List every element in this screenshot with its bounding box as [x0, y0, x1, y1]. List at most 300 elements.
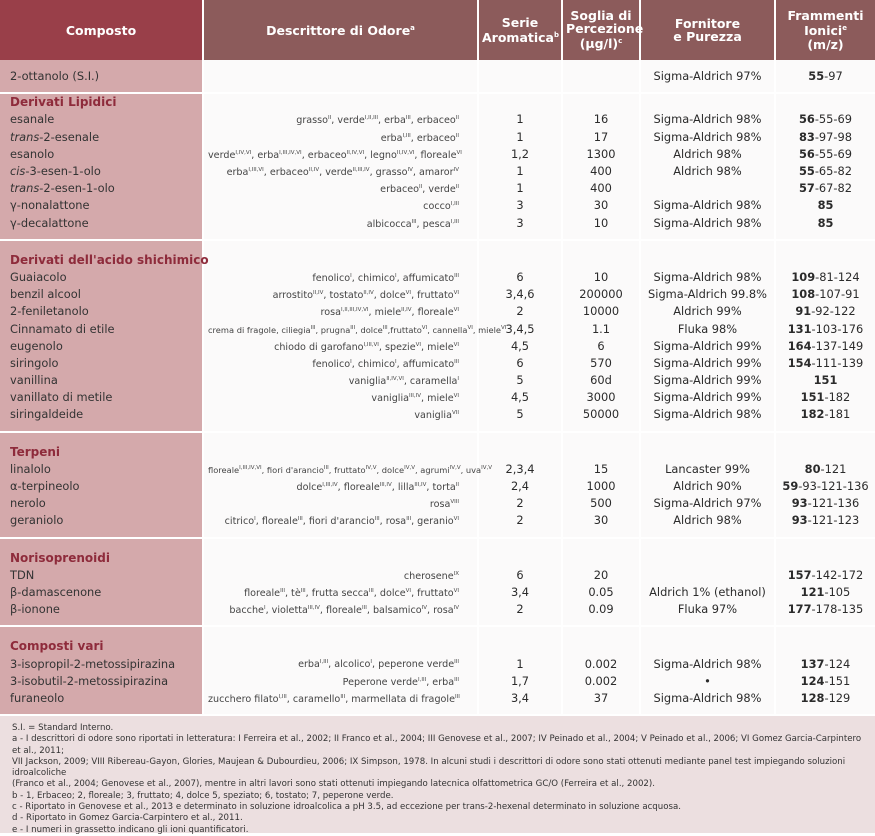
qualifier-ions: -124	[824, 656, 851, 671]
descriptor-term: , erba	[251, 149, 280, 161]
descriptor-term: , dolce	[373, 290, 406, 302]
qualifier-ions: -137-149	[811, 338, 864, 353]
supplier: Sigma-Aldrich 97%	[640, 495, 775, 512]
ion-fragments	[775, 286, 875, 303]
qualifier-ions: -93-121-136	[798, 479, 869, 494]
table-row	[0, 461, 875, 478]
descriptor-term: , erba	[426, 676, 455, 688]
supplier: Aldrich 90%	[640, 478, 775, 495]
compound-name: siringaldeide	[0, 406, 203, 423]
descriptor-term: , balsamico	[366, 605, 422, 617]
descriptor-reference: I,III	[417, 676, 427, 683]
supplier: Sigma-Aldrich 99%	[640, 338, 775, 355]
odor-descriptor	[203, 286, 478, 303]
perception-threshold: 37	[562, 690, 640, 707]
aromatic-series: 2	[478, 512, 562, 529]
perception-threshold: 30	[562, 197, 640, 214]
section-title: Norisoprenoidi	[0, 550, 203, 567]
qualifier-ions: -151	[824, 673, 851, 688]
descriptor-reference: VI	[453, 290, 459, 297]
odor-descriptor	[203, 690, 478, 707]
odor-descriptor	[203, 389, 478, 406]
qualifier-ions: -182	[824, 390, 851, 405]
table-row	[0, 673, 875, 690]
descriptor-term: , amaror	[412, 167, 454, 179]
qualifier-ions: -81-124	[815, 269, 860, 284]
descriptor-term: ,fruttato	[387, 324, 422, 335]
compound-name: eugenolo	[0, 338, 203, 355]
compound-name: Cinnamato di etile	[0, 320, 203, 337]
header-frammenti: Frammenti Ionici$^e$ (m/z)	[775, 0, 875, 60]
descriptor-term: , dolce	[355, 324, 383, 335]
descriptor-reference: I,III	[278, 693, 287, 700]
descriptor-term: , affumicato	[396, 273, 455, 285]
descriptor-reference: VI	[405, 587, 412, 594]
descriptor-term: , alcolico	[328, 659, 371, 671]
ion-fragments	[775, 673, 875, 690]
descriptor-term: citrico	[224, 516, 255, 528]
section-title: Composti vari	[0, 638, 203, 655]
table-row	[0, 286, 875, 303]
descriptor-term: , legno	[364, 149, 397, 161]
footnote-line: VII Jackson, 2009; VIII Ribereau-Gayon, Glories, Maujean & Dubourdieu, 2006; IX Simpson, 1978. In alcuni studi i descrittori di odore sono stati ottenuti mediante panel test impiegando soluzioni idroalcoliche	[12, 756, 846, 779]
odor-descriptor	[203, 655, 478, 672]
descriptor-term: , frutta secca	[305, 588, 369, 600]
descriptor-term: , erbaceo	[410, 115, 456, 127]
odor-descriptor	[203, 601, 478, 618]
qualifier-ions: -67-82	[814, 181, 853, 196]
ion-fragments	[775, 129, 875, 146]
perception-threshold: 200000	[562, 286, 640, 303]
qualifier-ions: -97-98	[814, 129, 853, 144]
descriptor-term: , uva	[460, 464, 482, 475]
compound-name: benzil alcool	[0, 286, 203, 303]
compound-name: β-ionone	[0, 601, 203, 618]
footnote-line: e - I numeri in grassetto indicano gli ioni quantificatori.	[12, 824, 249, 835]
qualifier-ions: -65-82	[814, 164, 853, 179]
quantifier-ion: 157	[787, 567, 812, 582]
perception-threshold: 30	[562, 512, 640, 529]
descriptor-term: , fiori d'arancio	[261, 464, 324, 475]
descriptor-reference: IV,V	[481, 464, 493, 471]
aromatic-series: 1	[478, 163, 562, 180]
compound-name: nerolo	[0, 495, 203, 512]
descriptor-reference: II,III,IV	[352, 166, 370, 173]
descriptor-reference: I,IV,VI	[235, 149, 252, 156]
quantifier-ion: 131	[787, 321, 812, 336]
descriptor-reference: I	[395, 272, 397, 279]
footnotes	[0, 716, 875, 833]
qualifier-ions: -103-176	[811, 321, 864, 336]
descriptor-reference: II	[455, 115, 459, 122]
supplier: Aldrich 99%	[640, 303, 775, 320]
qualifier-ions: -92-122	[811, 304, 856, 319]
odor-descriptor	[203, 215, 478, 232]
descriptor-reference: II,IV,VI	[396, 149, 415, 156]
descriptor-reference: VII	[451, 410, 459, 417]
odor-descriptor	[203, 478, 478, 495]
descriptor-term: dolce	[296, 482, 323, 494]
table-row	[0, 129, 875, 146]
descriptor-term: , fiori d'arancio	[302, 516, 375, 528]
ion-fragments	[775, 461, 875, 478]
ion-fragments	[775, 406, 875, 423]
supplier: Sigma-Aldrich 99%	[640, 372, 775, 389]
descriptor-term: , lilla	[391, 482, 415, 494]
descriptor-term: , floreale	[414, 149, 457, 161]
section-title: Terpeni	[0, 444, 203, 461]
descriptor-reference: III	[454, 659, 459, 666]
descriptor-term: , fruttato	[411, 588, 454, 600]
compound-name: linalolo	[0, 461, 203, 478]
descriptor-reference: IV	[453, 605, 459, 612]
quantifier-ion: 137	[800, 656, 825, 671]
perception-threshold: 570	[562, 355, 640, 372]
descriptor-reference: I,III,IV,VI	[239, 464, 262, 471]
ion-fragments	[775, 567, 875, 584]
descriptor-reference: VI	[453, 393, 459, 400]
descriptor-reference: IV,V	[365, 464, 377, 471]
descriptor-reference: III	[340, 693, 346, 700]
descriptor-reference: IV,V	[404, 464, 415, 471]
odor-descriptor	[203, 129, 478, 146]
descriptor-reference: I,III	[402, 132, 411, 139]
aromatic-series: 4,5	[478, 389, 562, 406]
compound-name: γ-decalattone	[0, 215, 203, 232]
descriptor-term: cherosene	[403, 570, 454, 582]
descriptor-term: floreale	[208, 464, 240, 475]
descriptor-term: zucchero filato	[208, 694, 279, 705]
footnote-line: S.I. = Standard Interno.	[12, 723, 114, 733]
descriptor-reference: II,IV	[312, 290, 324, 297]
qualifier-ions: -121	[820, 461, 847, 476]
supplier: Aldrich 98%	[640, 512, 775, 529]
descriptor-term: , fruttato	[411, 290, 454, 302]
quantifier-ion: 57	[798, 181, 815, 196]
perception-threshold: 400	[562, 163, 640, 180]
ion-fragments	[775, 655, 875, 672]
perception-threshold: 500	[562, 495, 640, 512]
compound-name: 2-feniletanolo	[0, 303, 203, 320]
quantifier-ion: 91	[795, 304, 812, 319]
ion-fragments	[775, 111, 875, 128]
descriptor-reference: III	[406, 516, 412, 523]
table-row	[0, 163, 875, 180]
perception-threshold: 60d	[562, 372, 640, 389]
supplier: •	[640, 673, 775, 690]
odor-descriptor	[203, 338, 478, 355]
perception-threshold: 1.1	[562, 320, 640, 337]
compound-name: 3-isobutil-2-metossipirazina	[0, 673, 203, 690]
descriptor-term: erba	[226, 167, 249, 179]
ion-fragments	[775, 180, 875, 197]
aromatic-series: 3,4,5	[478, 320, 562, 337]
ion-fragments	[775, 338, 875, 355]
quantifier-ion: 151	[813, 373, 838, 388]
odor-descriptor	[203, 584, 478, 601]
descriptor-term: , caramello	[286, 694, 341, 705]
compound-name: esanale	[0, 111, 203, 128]
descriptor-reference: III,IV	[379, 481, 392, 488]
compound-name: β-damascenone	[0, 584, 203, 601]
descriptor-reference: III	[454, 358, 459, 365]
descriptor-reference: I,III,VI	[363, 341, 379, 348]
descriptor-reference: IV,V	[449, 464, 461, 471]
aromatic-series: 5	[478, 406, 562, 423]
ion-fragments	[775, 197, 875, 214]
supplier: Sigma-Aldrich 99.8%	[640, 286, 775, 303]
aromatic-series: 6	[478, 269, 562, 286]
qualifier-ions: -121-123	[807, 513, 860, 528]
compound-name: siringolo	[0, 355, 203, 372]
descriptor-reference: VIII	[450, 499, 459, 506]
descriptor-reference: VI	[453, 587, 459, 594]
descriptor-reference: VI	[453, 307, 459, 314]
descriptor-reference: III	[300, 587, 306, 594]
ion-fragments	[775, 163, 875, 180]
compound-name-italic: cis	[10, 164, 26, 179]
descriptor-term: grasso	[296, 115, 329, 127]
descriptor-reference: VI	[405, 290, 412, 297]
supplier: Sigma-Aldrich 98%	[640, 111, 775, 128]
descriptor-term: , caramella	[403, 376, 458, 388]
aromatic-series: 5	[478, 372, 562, 389]
quantifier-ion: 56	[798, 112, 815, 127]
supplier: Aldrich 98%	[640, 146, 775, 163]
compound-name: Guaiacolo	[0, 269, 203, 286]
table-row	[0, 197, 875, 214]
table-row	[0, 146, 875, 163]
section-row	[0, 444, 875, 461]
perception-threshold: 16	[562, 111, 640, 128]
aromatic-series: 3,4,6	[478, 286, 562, 303]
compound-name: TDN	[0, 567, 203, 584]
odor-descriptor	[203, 163, 478, 180]
descriptor-reference: II,IV	[308, 166, 320, 173]
descriptor-term: , floreale	[337, 482, 380, 494]
compound-name	[0, 180, 203, 197]
supplier: Sigma-Aldrich 98%	[640, 215, 775, 232]
supplier: Sigma-Aldrich 98%	[640, 197, 775, 214]
descriptor-reference: II,IV	[363, 290, 374, 297]
descriptor-term: , floreale	[411, 307, 454, 319]
descriptor-term: , agrumi	[415, 464, 450, 475]
perception-threshold: 50000	[562, 406, 640, 423]
aromatic-series: 2	[478, 303, 562, 320]
descriptor-term: , erbaceo	[410, 132, 456, 144]
descriptor-term: albicocca	[366, 218, 412, 230]
section-row	[0, 550, 875, 567]
descriptor-term: , dolce	[373, 588, 406, 600]
perception-threshold: 0.05	[562, 584, 640, 601]
descriptor-reference: I	[395, 358, 397, 365]
header-descrittore: Descrittore di Odore$^a$	[203, 0, 478, 60]
descriptor-reference: II	[455, 481, 459, 488]
aromatic-series: 6	[478, 355, 562, 372]
supplier: Lancaster 99%	[640, 461, 775, 478]
aromatic-series: 1	[478, 111, 562, 128]
descriptor-term: , miele	[368, 307, 402, 319]
table-row	[0, 495, 875, 512]
descriptor-reference: I,II,III	[364, 115, 378, 122]
descriptor-reference: III	[454, 272, 459, 279]
qualifier-ions: -55-69	[814, 112, 853, 127]
quantifier-ion: 85	[817, 198, 834, 213]
qualifier-ions: -121-136	[807, 496, 860, 511]
descriptor-reference: IX	[453, 570, 459, 577]
descriptor-term: , erba	[377, 115, 406, 127]
descriptor-term: , grasso	[369, 167, 408, 179]
table-row	[0, 389, 875, 406]
table-row	[0, 584, 875, 601]
aromatic-series: 1	[478, 180, 562, 197]
descriptor-reference: II	[455, 132, 459, 139]
descriptor-term: , verde	[422, 184, 456, 196]
descriptor-reference: I,II,III,IV,VI	[341, 307, 369, 314]
odor-descriptor	[203, 355, 478, 372]
compound-name	[0, 163, 203, 180]
perception-threshold: 1000	[562, 478, 640, 495]
odor-descriptor	[203, 269, 478, 286]
descriptor-term: , peperone verde	[372, 659, 455, 671]
table-header	[0, 0, 875, 60]
supplier: Aldrich 1% (ethanol)	[640, 584, 775, 601]
odor-descriptor	[203, 320, 507, 337]
descriptor-term: erbaceo	[380, 184, 420, 196]
aromatic-series: 1	[478, 655, 562, 672]
ion-fragments	[775, 355, 875, 372]
footnote-line: b - 1, Erbaceo; 2, floreale; 3, fruttato; 4, dolce 5, speziato; 6, tostato; 7, peperone verde.	[12, 790, 394, 801]
compound-name-rest: -2-esenale	[39, 129, 100, 144]
descriptor-reference: III	[323, 464, 329, 471]
descriptor-term: , marmellata di fragole	[345, 694, 455, 705]
descriptor-term: verde	[208, 149, 236, 161]
descriptor-term: , verde	[319, 167, 353, 179]
table-row	[0, 180, 875, 197]
descriptor-term: cocco	[423, 201, 451, 213]
perception-threshold: 0.002	[562, 673, 640, 690]
perception-threshold: 15	[562, 461, 640, 478]
compound-name: vanillina	[0, 372, 203, 389]
descriptor-term: , geranio	[411, 516, 454, 528]
quantifier-ion: 83	[798, 129, 815, 144]
descriptor-reference: II	[419, 184, 423, 191]
descriptor-reference: I,III	[450, 201, 459, 208]
compound-name: γ-nonalattone	[0, 197, 203, 214]
ion-fragments	[775, 690, 875, 707]
table-row	[0, 478, 875, 495]
odor-descriptor	[203, 372, 478, 389]
qualifier-ions: -107-91	[815, 287, 860, 302]
odor-descriptor	[203, 567, 478, 584]
quantifier-ion: 182	[800, 407, 825, 422]
odor-descriptor	[203, 197, 478, 214]
descriptor-reference: VI	[421, 324, 428, 331]
supplier: Fluka 97%	[640, 601, 775, 618]
compound-name	[0, 129, 203, 146]
odor-descriptor	[203, 512, 478, 529]
descriptor-term: fenolico	[312, 273, 351, 285]
descriptor-term: rosa	[429, 499, 451, 511]
section-row	[0, 638, 875, 655]
descriptor-term: , floreale	[255, 516, 298, 528]
table-row	[0, 655, 875, 672]
descriptor-term: , rosa	[379, 516, 407, 528]
supplier: Sigma-Aldrich 98%	[640, 406, 775, 423]
descriptor-term: vaniglia	[371, 393, 410, 405]
descriptor-reference: I,III,IV	[322, 481, 338, 488]
quantifier-ion: 128	[800, 690, 825, 705]
footnote-line: d - Riportato in Gomez Garcia-Carpintero et al., 2011.	[12, 813, 243, 824]
ion-fragments	[775, 389, 875, 406]
odor-descriptor	[203, 180, 478, 197]
perception-threshold: 20	[562, 567, 640, 584]
descriptor-reference: IV	[407, 166, 413, 173]
descriptor-term: , fruttato	[328, 464, 366, 475]
aromatic-series: 3,4	[478, 584, 562, 601]
quantifier-ion: 55	[798, 164, 815, 179]
compound-name: esanolo	[0, 146, 203, 163]
quantifier-ion: 151	[800, 390, 825, 405]
descriptor-reference: I,III,IV,VI	[279, 149, 302, 156]
descriptor-reference: IV	[421, 605, 428, 612]
qualifier-ions: -55-69	[814, 146, 853, 161]
table-row	[0, 320, 875, 337]
table-row	[0, 269, 875, 286]
descriptor-reference: I,III	[450, 218, 459, 225]
descriptor-term: , chimico	[351, 359, 396, 370]
descriptor-reference: III	[368, 587, 374, 594]
supplier	[640, 567, 775, 584]
table-row	[0, 215, 875, 232]
descriptor-reference: III,IV	[414, 481, 427, 488]
descriptor-term: crema di fragole, ciliegia	[208, 324, 311, 335]
supplier: Sigma-Aldrich 98%	[640, 129, 775, 146]
perception-threshold: 0.002	[562, 655, 640, 672]
compound-name: 2-ottanolo (S.I.)	[0, 68, 203, 85]
compound-name-italic: trans	[10, 129, 40, 144]
descriptor-reference: I	[263, 605, 266, 612]
table-row	[0, 601, 875, 618]
perception-threshold: 1300	[562, 146, 640, 163]
descriptor-term: , torta	[426, 482, 456, 494]
header-serie: Serie Aromatica$^b$	[478, 0, 562, 60]
descriptor-reference: III,IV	[409, 393, 422, 400]
header-fornitore: Fornitore e Purezza	[640, 0, 775, 60]
descriptor-reference: III	[350, 324, 356, 331]
ion-fragments	[775, 215, 875, 232]
compound-name: 3-isopropil-2-metossipirazina	[0, 655, 203, 672]
descriptor-reference: I	[254, 516, 256, 523]
quantifier-ion: 56	[798, 146, 815, 161]
qualifier-ions: -142-172	[811, 567, 864, 582]
descriptor-term: Peperone verde	[342, 676, 418, 688]
supplier: Aldrich 98%	[640, 163, 775, 180]
ion-fragments	[775, 146, 875, 163]
descriptor-reference: I	[370, 659, 373, 666]
quantifier-ion: 177	[787, 602, 812, 617]
descriptor-term: , erbaceo	[263, 167, 309, 179]
odor-descriptor	[203, 406, 478, 423]
quantifier-ion: 93	[791, 496, 808, 511]
header-composto: Composto	[0, 0, 203, 60]
quantifier-ion: 121	[800, 584, 825, 599]
supplier: Sigma-Aldrich 98%	[640, 690, 775, 707]
qualifier-ions: -178-135	[811, 602, 864, 617]
footnote-line: (Franco et al., 2004; Genovese et al., 2007), mentre in altri lavori sono stati ottenuti impiegando latecnica olfattometrica GC/O (Ferreira et al., 2002).	[12, 779, 655, 790]
quantifier-ion: 85	[817, 215, 834, 230]
quantifier-ion: 93	[791, 513, 808, 528]
